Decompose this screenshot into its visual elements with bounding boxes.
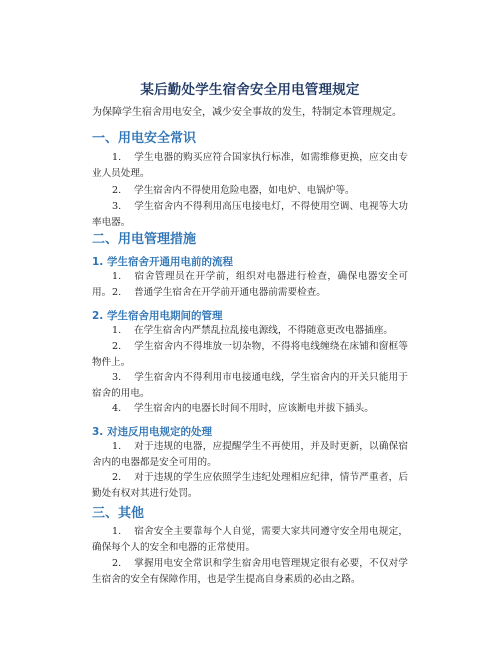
- list-item-text: 学生宿舍内不得堆放一切杂物，不得将电线缠绕在床铺和窗框等物件上。: [92, 341, 408, 368]
- list-item-number: 2.: [112, 287, 122, 298]
- list-item-number: 1.: [112, 441, 122, 452]
- list-item: [92, 183, 408, 199]
- list-item-text: 对于违规的学生应依照学生违纪处理相应纪律，情节严重者，后勤处有权对其进行处罚。: [92, 472, 408, 499]
- list-item-text: 普通学生宿舍在开学前开通电器前需要检查。: [134, 287, 326, 298]
- intro-paragraph: 为保障学生宿舍用电安全，减少安全事故的发生，特制定本管理规定。: [92, 107, 402, 118]
- list-item: [92, 285, 408, 301]
- list-item: [92, 401, 408, 417]
- list-item-text: 在学生宿舍内严禁乱拉乱接电源线，不得随意更改电器插座。: [134, 325, 394, 336]
- list-item-text: 掌握用电安全常识和学生宿舍用电管理规定很有必要，不仅对学生宿舍的安全有保障作用，也是学生提高自身素质的必由之路。: [92, 558, 408, 585]
- list-item: [92, 339, 408, 371]
- list-item-number: 1.: [112, 152, 122, 163]
- list-item-text: 学生宿舍内不得利用市电接通电线，学生宿舍内的开关只能用于宿舍的用电。: [92, 372, 408, 399]
- subsection-heading-before-power: 1. 学生宿舍开通用电前的流程: [92, 256, 233, 268]
- list-item-number: 1.: [112, 325, 122, 336]
- list-item-number: 3.: [112, 201, 122, 212]
- list-item-number: 1.: [112, 271, 122, 282]
- list-item-text: 学生宿舍内不得使用危险电器，如电炉、电锅炉等。: [134, 185, 355, 196]
- subsection-heading-violations: 3. 对违反用电规定的处理: [92, 426, 212, 438]
- list-item: [92, 470, 408, 502]
- list-item-number: 4.: [112, 403, 122, 414]
- list-item: [92, 199, 408, 231]
- list-item-text: 宿舍安全主要靠每个人自觉，需要大家共同遵守安全用电规定，确保每个人的安全和电器的正常使用。: [92, 526, 408, 553]
- list-item-text: 学生电器的购买应符合国家执行标准，如需维修更换，应交由专业人员处理。: [92, 152, 408, 179]
- list-item: [92, 370, 408, 402]
- list-item-number: 3.: [112, 372, 122, 383]
- list-item-number: 1.: [112, 526, 122, 537]
- list-item: [92, 439, 408, 471]
- list-item-text: 学生宿舍内的电器长时间不用时，应该断电并拔下插头。: [134, 403, 374, 414]
- list-item: [92, 524, 408, 556]
- list-item-text: 宿舍管理员在开学前，组织对电器进行检查，确保电器安全可用。: [92, 271, 408, 298]
- list-item-number: 2.: [112, 341, 122, 352]
- list-item: [92, 323, 408, 339]
- section-heading-other: 三、其他: [92, 506, 145, 521]
- list-item-number: 2.: [112, 185, 122, 196]
- list-item-number: 2.: [112, 472, 122, 483]
- list-item-text: 学生宿舍内不得利用高压电接电灯，不得使用空调、电视等大功率电器。: [92, 201, 408, 228]
- section-heading-management-measures: 二、用电管理措施: [92, 232, 197, 247]
- list-item-number: 2.: [112, 558, 122, 569]
- section-heading-safety-knowledge: 一、用电安全常识: [92, 131, 197, 146]
- list-item: [92, 556, 408, 588]
- subsection-heading-during-use: 2. 学生宿舍用电期间的管理: [92, 310, 223, 322]
- list-item-text: 对于违规的电器，应提醒学生不再使用，并及时更新，以确保宿舍内的电器都是安全可用的。: [92, 441, 408, 468]
- list-item: [92, 150, 408, 182]
- document-title: 某后勤处学生宿舍安全用电管理规定: [140, 82, 360, 98]
